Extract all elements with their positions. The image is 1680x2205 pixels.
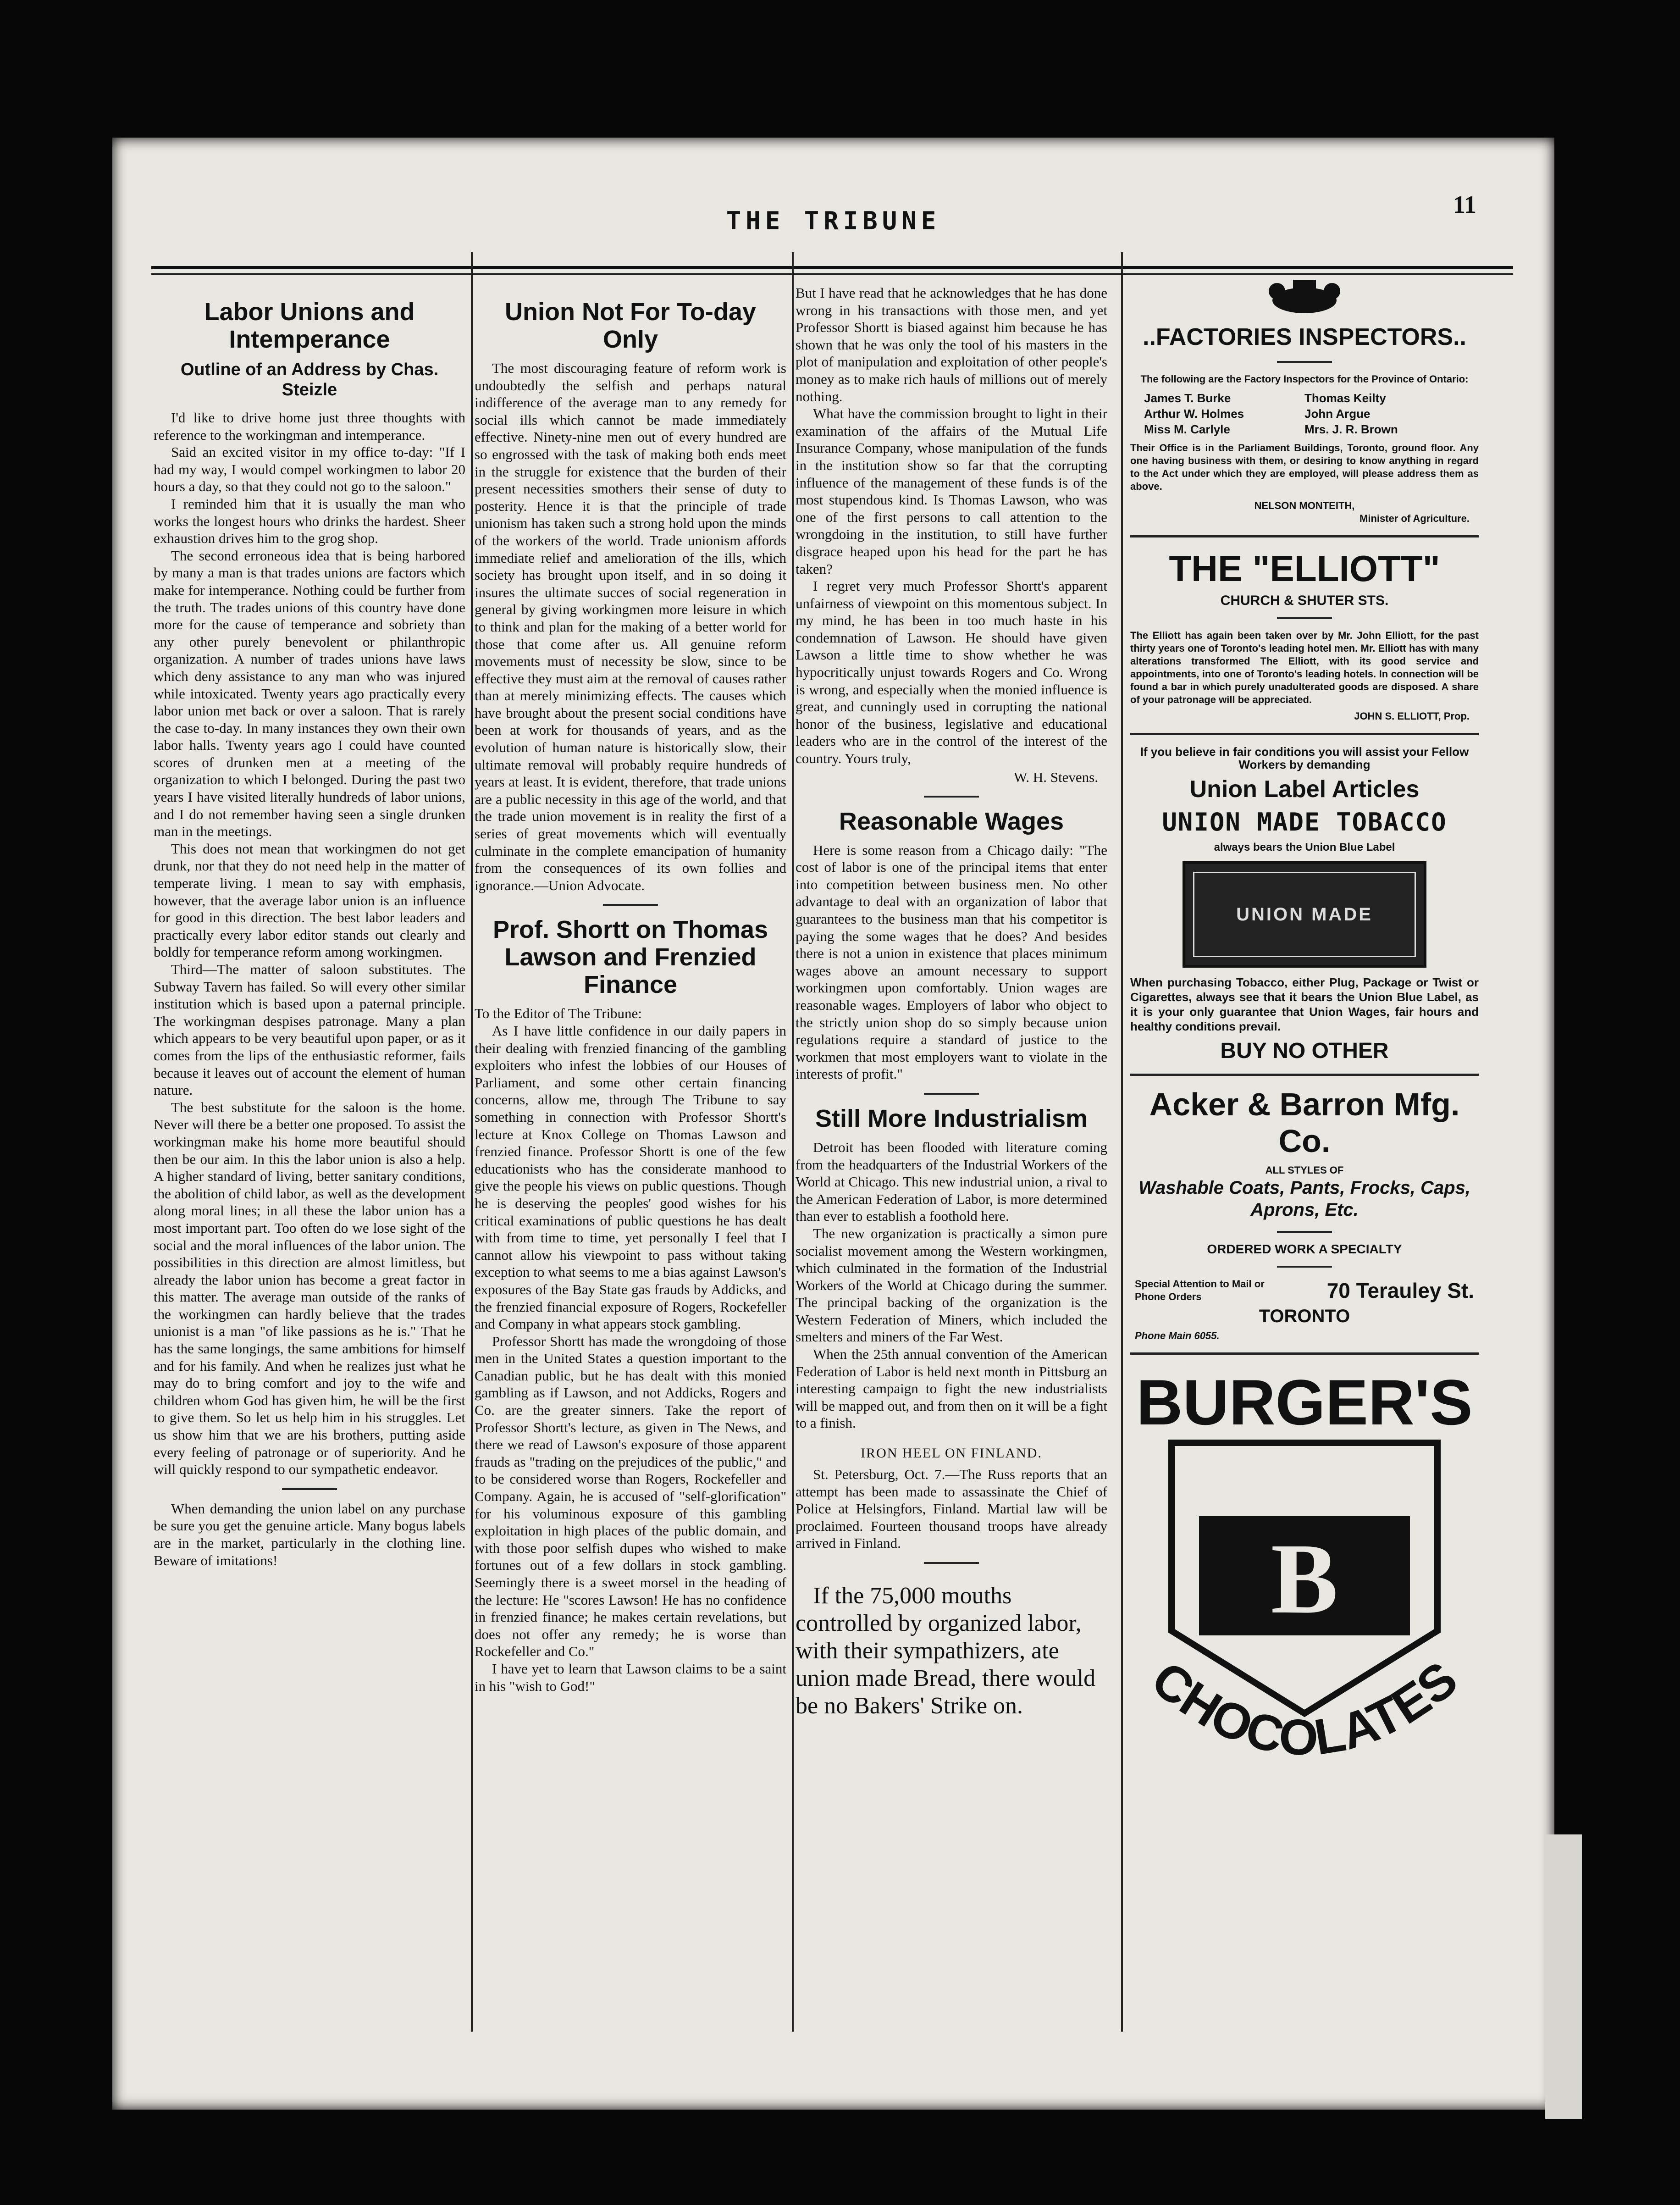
ad-phone: Phone Main 6055.	[1135, 1330, 1220, 1341]
ad-city: TORONTO	[1259, 1306, 1350, 1326]
paragraph: When the 25th annual convention of the American Federation of Labor is held next month in Pittsburg an interesting campaign to fight the new industrialists will be mapped out, and from then on it will be a fight to a finish.	[796, 1346, 1107, 1431]
article-title: Labor Unions and Intemperance	[204, 298, 415, 353]
article-title: Union Not For To-day Only	[505, 298, 756, 353]
paragraph: The second erroneous idea that is being harbored by many a man is that trades unions are factors which make for intemperance. Nothing could be further from the truth. The trades unions of this country have done more for the cause of temperance and sobriety than any other purely benevolent or philanthropic organization. A number of trades unions have laws which deny assistance to any man who was injured while intoxicated. Twenty years ago practically every labor union met back or over a saloon. That is rarely the case to-day. In many instances they own their own labor halls. Twenty years ago I could have counted scores of drunken men at a meeting of the organization to which I belonged. During the past two years I have visited literally hundreds of labor unions, and I do not remember having seen a single drunken man in the meetings.	[154, 547, 465, 840]
paragraph: This does not mean that workingmen do not get drunk, nor that they do not need help in the matter of temperate living. I mean to say with emphasis, however, that the average labor union is an influence for good in this direction. The best labor leaders and practically every labor editor stands out clearly and boldly for temperance reform among workingmen.	[154, 840, 465, 960]
divider	[1277, 1266, 1332, 1268]
ad-special: Special Attention to Mail or Phone Orders	[1135, 1278, 1265, 1302]
column-3	[796, 284, 1107, 2064]
ad-cta: BUY NO OTHER	[1220, 1039, 1389, 1063]
ad-body: Their Office is in the Parliament Buildings, Toronto, ground floor. Any one having business with them, or desiring to know anything in regard to the Act under which they are employed, will please address them as above.	[1130, 442, 1479, 492]
elliott-ad	[1130, 548, 1479, 723]
ad-body: When purchasing Tobacco, either Plug, Package or Twist or Cigarettes, always see that it bears the Union Blue Label, as it is your only guarantee that Union Wages, fair hours and healthy conditions prevail.	[1130, 975, 1479, 1033]
ad-title: Union Label Articles	[1189, 776, 1420, 803]
inspector-name: Mrs. J. R. Brown	[1304, 422, 1398, 436]
divider	[924, 1093, 979, 1095]
union-label-image	[1183, 861, 1426, 968]
paragraph: Detroit has been flooded with literature coming from the headquarters of the Industrial Workers of the World at Chicago. This new industrial union, a rival to the American Federation of Labor, is more determined than ever to establish a foothold here.	[796, 1139, 1107, 1224]
paragraph: Professor Shortt has made the wrongdoing of those men in the United States a question important to the Canadian public, but he has dealt with this monied gambling as if Lawson, and not Addicks, Rogers and Co. are the greater sinners. Take the report of Professor Shortt's lecture, as given in The News, and there we read of Lawson's exposure of those apparent frauds as "trading on the prejudices of the public," and to be considered worse than Rogers, Rockefeller and Company. Again, he is accused of "self-glorification" for his voluminous exposure of this gambling exploitation in high places of the public domain, and with those poor selfish dupes who wished to make fortunes out of a few dollars in stock gambling. Seemingly there is a sweet morsel in the heading of the lecture: He "scores Lawson! He has no confidence in frenzied finance; he makes certain revelations, but does not offer any remedy; he is worse than Rockefeller and Co."	[475, 1333, 786, 1660]
proprietor: JOHN S. ELLIOTT, Prop.	[1354, 710, 1470, 722]
column-4-ads	[1130, 275, 1479, 2055]
paragraph: I regret very much Professor Shortt's apparent unfairness of viewpoint on this momentous subject. In my mind, he has been in too much haste in his condemnation of Lawson. He should have given Lawson a little time to show whether he was hypocritically unjust towards Rogers and Co. Wrong is wrong, and especially when the monied influence is great, and cunningly used in corrupting the national honor of the business, legislative and educational leaders who are in the control of the interest of the country. Yours truly,	[796, 578, 1107, 767]
column-1	[154, 289, 465, 2068]
coat-of-arms-icon	[1254, 275, 1355, 316]
chocolates-wordmark: CHOCOLATES	[1141, 1651, 1468, 1767]
burgers-ad	[1130, 1365, 1479, 1805]
paragraph: As I have little confidence in our daily papers in their dealing with frenzied financing of the gambling exploiters who infest the lobbies of our Houses of Parliament, and some other certain financing concerns, allow me, through The Tribune to say something in connection with Professor Shortt's lecture at Knox College on Thomas Lawson and frenzied finance. Professor Shortt is one of the few educationists who has the considerate manhood to give the people his views on public questions. Though he is deserving the peoples' good wishes for his critical examinations of public questions he has dealt with from time to time, yet personally I feel that I cannot allow his viewpoint to pass without taking exception to what seems to me a bias against Lawson's exposures of the Bay State gas frauds by Addicks, and the frenzied financial exposure of Rogers, Rockefeller and Company in what appears stock gambling.	[475, 1023, 786, 1332]
paragraph: I reminded him that it is usually the man who works the longest hours who drinks the hardest. Sheer exhaustion drives him to the grog shop.	[154, 495, 465, 547]
divider	[1277, 1231, 1332, 1233]
burgers-logo	[1130, 1365, 1479, 1805]
paragraph: St. Petersburg, Oct. 7.—The Russ reports that an attempt has been made to assassinate the Chief of Police at Helsingfors, Finland. Martial law will be proclaimed. Fourteen thousand troops have already arrived in Finland.	[796, 1466, 1107, 1551]
ad-divider	[1130, 733, 1479, 735]
factories-ad	[1130, 275, 1479, 525]
ad-address-row	[1130, 1278, 1479, 1303]
inspector-name: John Argue	[1304, 407, 1371, 421]
paragraph: What have the commission brought to light in their examination of the affairs of the Mutual Life Insurance Company, whose manipulation of the funds in the institution show so far that the corrupting influence of the management of these funds is of the most stupendous kind. Is Thomas Lawson, who was one of the first persons to call attention to the wrongdoing in the institution, to still have further disgrace heaped upon his head for the part he has taken?	[796, 405, 1107, 577]
ad-title: ..FACTORIES INSPECTORS..	[1143, 324, 1466, 350]
ad-styles: ALL STYLES OF	[1265, 1164, 1344, 1176]
ad-intro: The following are the Factory Inspectors for the Province of Ontario:	[1140, 373, 1469, 385]
column-2	[475, 289, 786, 2068]
ad-title: Acker & Barron Mfg. Co.	[1149, 1086, 1460, 1159]
ad-street: 70 Terauley St.	[1326, 1279, 1474, 1302]
article-subtitle: Outline of an Address by Chas. Steizle	[180, 360, 439, 399]
paragraph: Third—The matter of saloon substitutes. The Subway Tavern has failed. So will every other similar institution which is based upon a paternal principle. The workingman despises patronage. Many a plan which appears to be very beautiful upon paper, or as it comes from the lips of the enthusiastic reformer, fails because it leaves out of account the element of human nature.	[154, 961, 465, 1098]
divider	[1277, 361, 1332, 363]
ad-intro: If you believe in fair conditions you will assist your Fellow Workers by demanding	[1140, 745, 1469, 771]
column-divider	[471, 252, 473, 2032]
union-label-stamp: UNION MADE	[1193, 872, 1416, 957]
divider	[603, 904, 658, 906]
paragraph: The new organization is practically a simon pure socialist movement among the Western workingmen, which culminated in the formation of the Industrial Workers of the World at Chicago during the summer. The principal backing of the organization is the Western Federation of Miners, which included the smelters and miners of the Far West.	[796, 1225, 1107, 1345]
inspector-name: Arthur W. Holmes	[1144, 407, 1244, 421]
page-number: 11	[1453, 191, 1476, 218]
closing-statement: If the 75,000 mouths controlled by organized labor, with their sympathizers, ate union made Bread, there would be no Bakers' Strike on.	[796, 1583, 1096, 1719]
paragraph: The best substitute for the saloon is the home. Never will there be a better one proposed. To assist the workingman make his home more beautiful should then be our aim. In this the labor union is also a help. A higher standard of living, better sanitary conditions, the abolition of child labor, as well as the development along moral lines; in all these the labor union has a most important part. Too often do we lose sight of the social and the moral influences of the labor union. The possibilities in this direction are almost limitless, but already the labor union has become a great factor in this matter. The average man outside of the ranks of the workingmen can hardly believe that the trades unionist is a man "of like passions as he is." That he has the same longings, the same ambitions for himself and for his family. And when he realizes just what he may do to bring comfort and joy to the wife and children whom God has given him, he will be the first to give them. So let us help him in his struggles. Let us show him that we are his brothers, putting aside every feeling of patronage or of superiority. And he will quickly respond to our sympathetic endeavor.	[154, 1099, 465, 1478]
ad-address: CHURCH & SHUTER STS.	[1220, 593, 1389, 608]
divider	[924, 796, 979, 798]
page-edge	[1545, 1834, 1582, 2119]
tobacco-heading: UNION MADE TOBACCO	[1162, 808, 1447, 837]
blue-label-line: always bears the Union Blue Label	[1214, 841, 1395, 853]
top-rule-1	[151, 266, 1513, 269]
inspector-names	[1130, 386, 1479, 442]
divider	[1277, 617, 1332, 619]
ad-body: The Elliott has again been taken over by Mr. John Elliott, for the past thirty years one of Toronto's leading hotel men. Mr. Elliott has with many alterations transformed The Elliott, with its good service and appointments, into one of Toronto's leading hotels. In connection will be found a bar in which purely unadulterated goods are disposed. A share of your patronage will be appreciated.	[1130, 630, 1479, 705]
shield-letter: B	[1271, 1523, 1338, 1634]
ad-title: THE "ELLIOTT"	[1169, 548, 1440, 589]
column-divider	[792, 252, 794, 2032]
article-title: IRON HEEL ON FINLAND.	[861, 1446, 1042, 1461]
ad-divider	[1130, 1352, 1479, 1355]
column-divider	[1121, 252, 1123, 2032]
burgers-wordmark: BURGER'S	[1136, 1366, 1473, 1438]
article-title: Still More Industrialism	[815, 1104, 1088, 1132]
union-label-ad	[1130, 745, 1479, 1064]
paragraph: Here is some reason from a Chicago daily: "The cost of labor is one of the principal items that enter into competition between business men. No other advantage to deal with an organization of labor that guarantees to the business man that his competitor is paying the some wages that he does? And besides there is not a union in existence that places minimum wages above an amount necessary to support workingmen upon comfortably. Union wages are reasonable wages. Employers of labor who object to the strictly union shop do so simply because union regulations require a standard of justice to the workmen that most employers want to violate in the interests of profit."	[796, 842, 1107, 1082]
paragraph: I have yet to learn that Lawson claims to be a saint in his "wish to God!"	[475, 1660, 786, 1694]
paragraph: Said an excited visitor in my office to-day: "If I had my way, I would compel workingmen to labor 20 hours a day, so that they could not go to the saloon."	[154, 444, 465, 495]
inspector-name: James T. Burke	[1144, 391, 1231, 405]
inspector-name: Miss M. Carlyle	[1144, 422, 1230, 436]
inspector-name: Thomas Keilty	[1304, 391, 1386, 405]
signature: W. H. Stevens.	[1014, 769, 1098, 785]
top-rule-2	[151, 273, 1513, 275]
minister-name: NELSON MONTEITH,	[1254, 500, 1355, 511]
salutation: To the Editor of The Tribune:	[475, 1005, 642, 1022]
minister-title: Minister of Agriculture.	[1359, 513, 1470, 524]
ad-ordered: ORDERED WORK A SPECIALTY	[1207, 1242, 1402, 1256]
article-title: Reasonable Wages	[839, 807, 1064, 835]
paragraph: I'd like to drive home just three thoughts with reference to the workingman and intemperance.	[154, 410, 465, 443]
ad-divider	[1130, 535, 1479, 537]
masthead: THE TRIBUNE	[726, 206, 941, 235]
acker-barron-ad	[1130, 1086, 1479, 1342]
union-label-note: When demanding the union label on any purchase be sure you get the genuine article. Many bogus labels are in the market, particularly in the clothing line. Beware of imitations!	[154, 1500, 465, 1568]
paragraph: The most discouraging feature of reform work is undoubtedly the selfish and perhaps natural indifference of the average man to any remedy for social ills which cannot be made immediately effective. Ninety-nine men out of every hundred are so engrossed with the task of making both ends meet in the struggle for existence that the burden of their present necessities smothers their sense of duty to posterity. Hence it is that the principle of trade unionism has taken such a strong hold upon the minds of the workers of the world. Trade unionism affords immediate relief and amelioration of the ills, which society has brought upon itself, and in so doing it insures the ultimate succes of social regeneration in general by giving workingmen more leisure in which to think and plan for the making of a better world for those that come after us. All genuine reform movements must of necessity be slow, since to be effective they must aim at the removal of causes rather than at merely minimizing effects. The causes which have brought about the present social conditions have been at work for thousands of years, and as the evolution of human nature is historically slow, their ultimate removal will probably require hundreds of years at least. It is evident, therefore, that trade unions are a public necessity in this age of the world, and that the trade union movement is in reality the first of a series of great movements which will eventually culminate in the complete emancipation of humanity from the consequences of its own follies and ignorance.—Union Advocate.	[475, 360, 786, 893]
article-title: Prof. Shortt on Thomas Lawson and Frenzied Finance	[493, 916, 768, 999]
article-body	[154, 409, 465, 1478]
ad-divider	[1130, 1074, 1479, 1076]
divider	[924, 1562, 979, 1564]
paragraph: But I have read that he acknowledges that he has done wrong in his transactions with those men, and yet Professor Shortt is biased against him because he has shown that he was only the tool of his masters in the plot of manipulation and exploitation of other people's money as to make rich hauls of millions out of merely nothing.	[796, 285, 1107, 404]
newspaper-page	[112, 138, 1554, 2110]
divider	[282, 1488, 337, 1490]
ad-products: Washable Coats, Pants, Frocks, Caps, Aprons, Etc.	[1138, 1178, 1470, 1220]
